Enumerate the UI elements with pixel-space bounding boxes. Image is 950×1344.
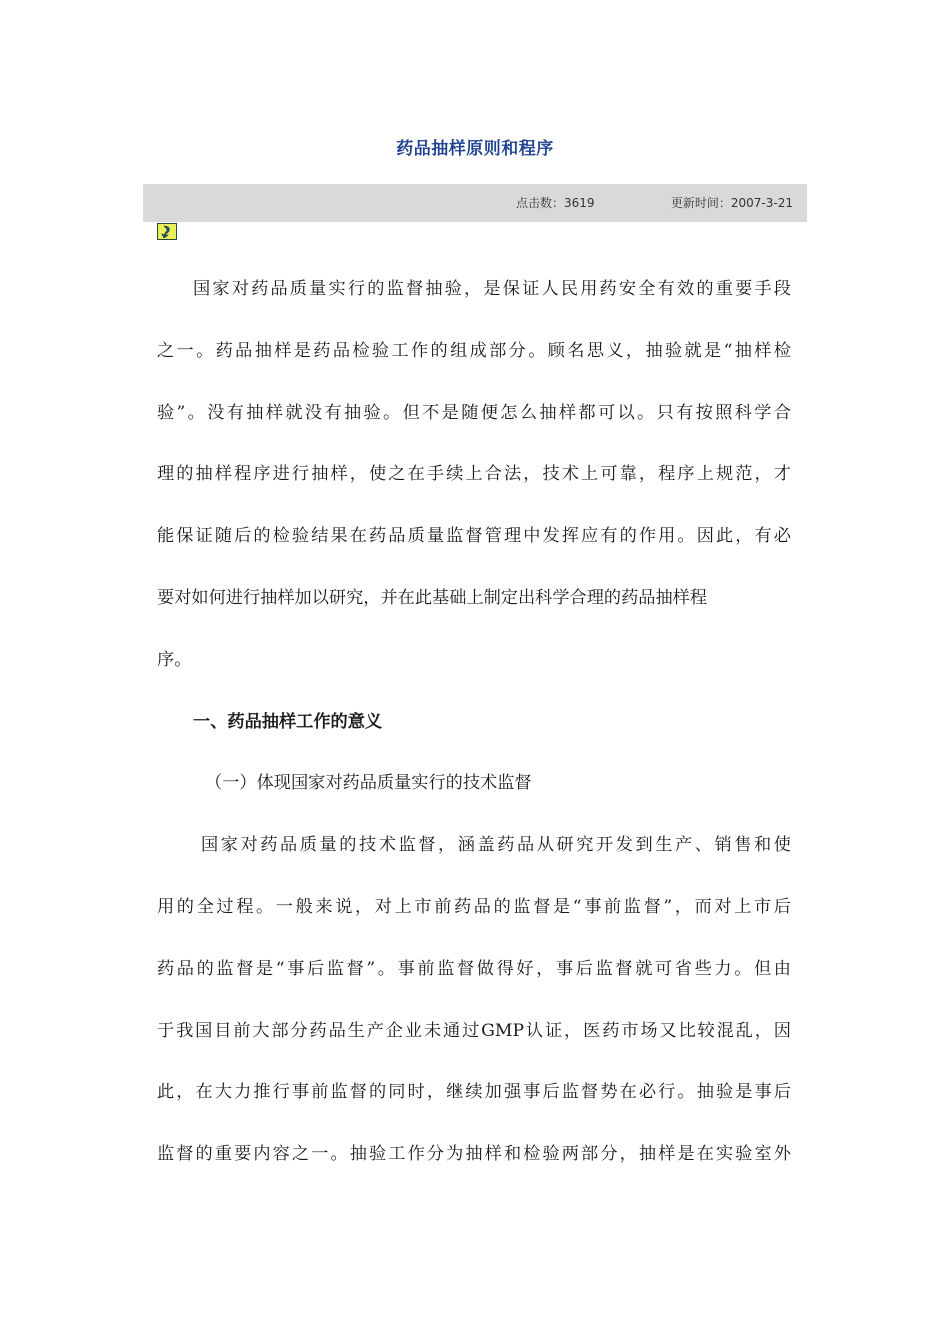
arrow-doc-icon[interactable]: [157, 223, 177, 240]
paragraph-line: 用的全过程。一般来说，对上市前药品的监督是“事前监督”，而对上市后: [157, 896, 791, 917]
paragraph-line: 药品的监督是“事后监督”。事前监督做得好，事后监督就可省些力。但由: [157, 958, 791, 979]
paragraph-line: 国家对药品质量实行的监督抽验，是保证人民用药安全有效的重要手段: [193, 279, 791, 299]
paragraph-line: 能保证随后的检验结果在药品质量监督管理中发挥应有的作用。因此，有必: [157, 526, 791, 547]
click-count: 点击数：3619: [516, 196, 595, 210]
paragraph-line: 之一。药品抽样是药品检验工作的组成部分。顾名思义，抽验就是“抽样检: [157, 340, 791, 361]
page-title: 药品抽样原则和程序: [396, 139, 554, 159]
article-body: [157, 274, 791, 1201]
paragraph-line: 要对如何进行抽样加以研究，并在此基础上制定出科学合理的药品抽样程: [157, 587, 708, 608]
meta-bar: [143, 184, 807, 222]
paragraph-line: 序。: [157, 649, 192, 670]
paragraph-line: 此，在大力推行事前监督的同时，继续加强事后监督势在必行。抽验是事后: [157, 1082, 791, 1103]
paragraph-line: 于我国目前大部分药品生产企业未通过GMP认证，医药市场又比较混乱，因: [157, 1020, 791, 1041]
paragraph-line: 理的抽样程序进行抽样，使之在手续上合法，技术上可靠，程序上规范，才: [157, 464, 791, 485]
section-heading: 一、药品抽样工作的意义: [193, 711, 383, 732]
paragraph-line: 验”。没有抽样就没有抽验。但不是随便怎么抽样都可以。只有按照科学合: [157, 402, 791, 423]
paragraph-line: 监督的重要内容之一。抽验工作分为抽样和检验两部分，抽样是在实验室外: [157, 1144, 791, 1165]
paragraph-line: 国家对药品质量的技术监督，涵盖药品从研究开发到生产、销售和使: [201, 835, 791, 856]
update-time: 更新时间：2007-3-21: [670, 196, 793, 210]
subsection-heading: （一）体现国家对药品质量实行的技术监督: [205, 773, 532, 794]
